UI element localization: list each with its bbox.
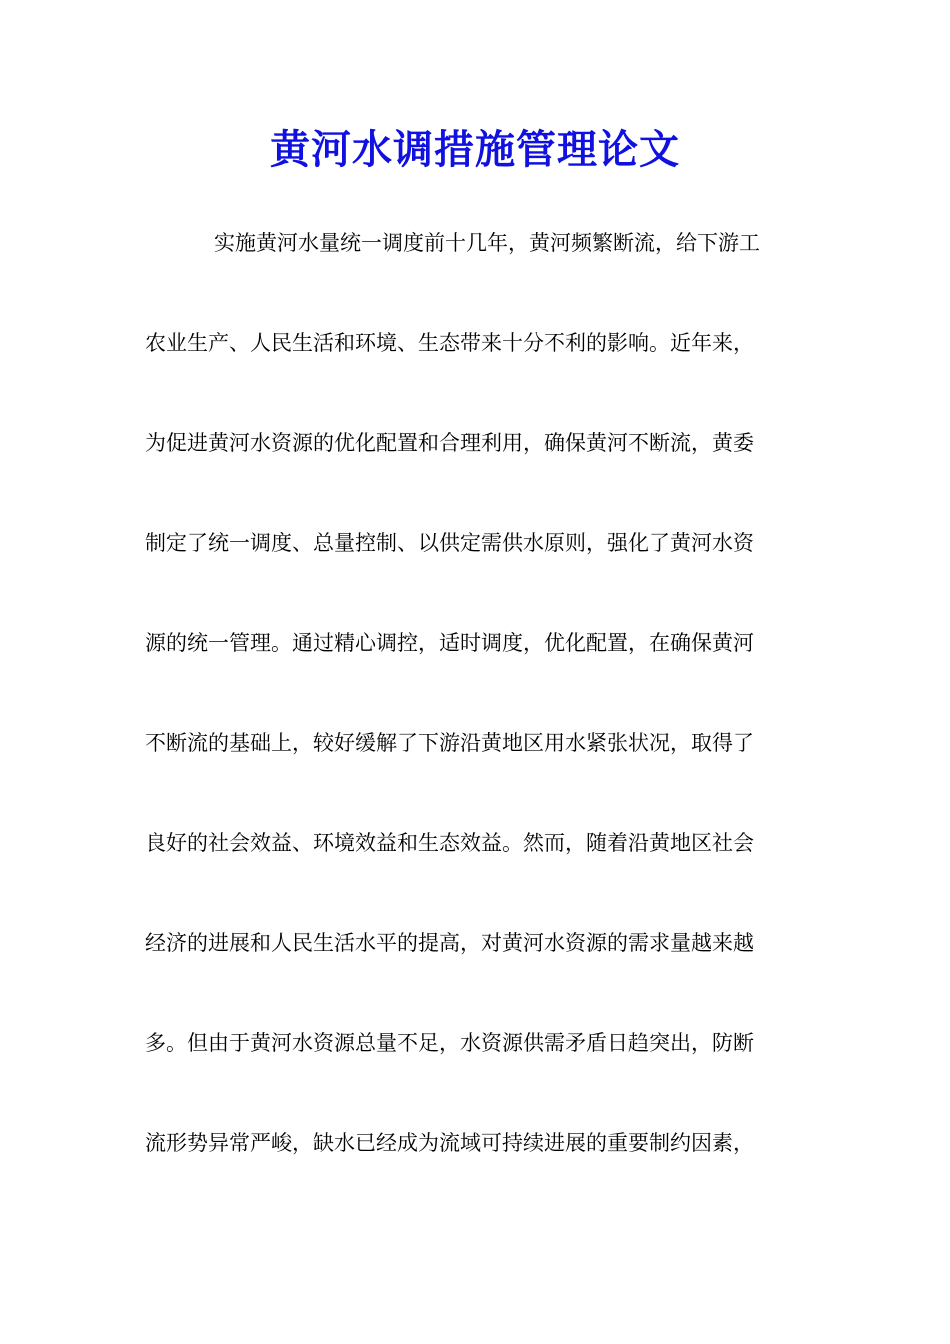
paragraph-line: 不断流的基础上，较好缓解了下游沿黄地区用水紧张状况，取得了 <box>145 731 754 755</box>
paragraph-line: 流形势异常严峻，缺水已经成为流域可持续进展的重要制约因素， <box>145 1131 754 1155</box>
paragraph-line: 良好的社会效益、环境效益和生态效益。然而，随着沿黄地区社会 <box>145 831 754 855</box>
paragraph-line: 制定了统一调度、总量控制、以供定需供水原则，强化了黄河水资 <box>145 531 754 555</box>
paragraph-line: 农业生产、人民生活和环境、生态带来十分不利的影响。近年来， <box>145 331 754 355</box>
paragraph-line: 实施黄河水量统一调度前十几年，黄河频繁断流，给下游工 <box>214 231 760 255</box>
paragraph-line: 源的统一管理。通过精心调控，适时调度，优化配置，在确保黄河 <box>145 631 754 655</box>
document-title: 黄河水调措施管理论文 <box>270 126 680 173</box>
paragraph-line: 为促进黄河水资源的优化配置和合理利用，确保黄河不断流，黄委 <box>145 431 754 455</box>
paragraph-line: 多。但由于黄河水资源总量不足，水资源供需矛盾日趋突出，防断 <box>145 1031 754 1055</box>
document-body <box>145 213 807 1213</box>
paragraph-line: 经济的进展和人民生活水平的提高，对黄河水资源的需求量越来越 <box>145 931 754 955</box>
